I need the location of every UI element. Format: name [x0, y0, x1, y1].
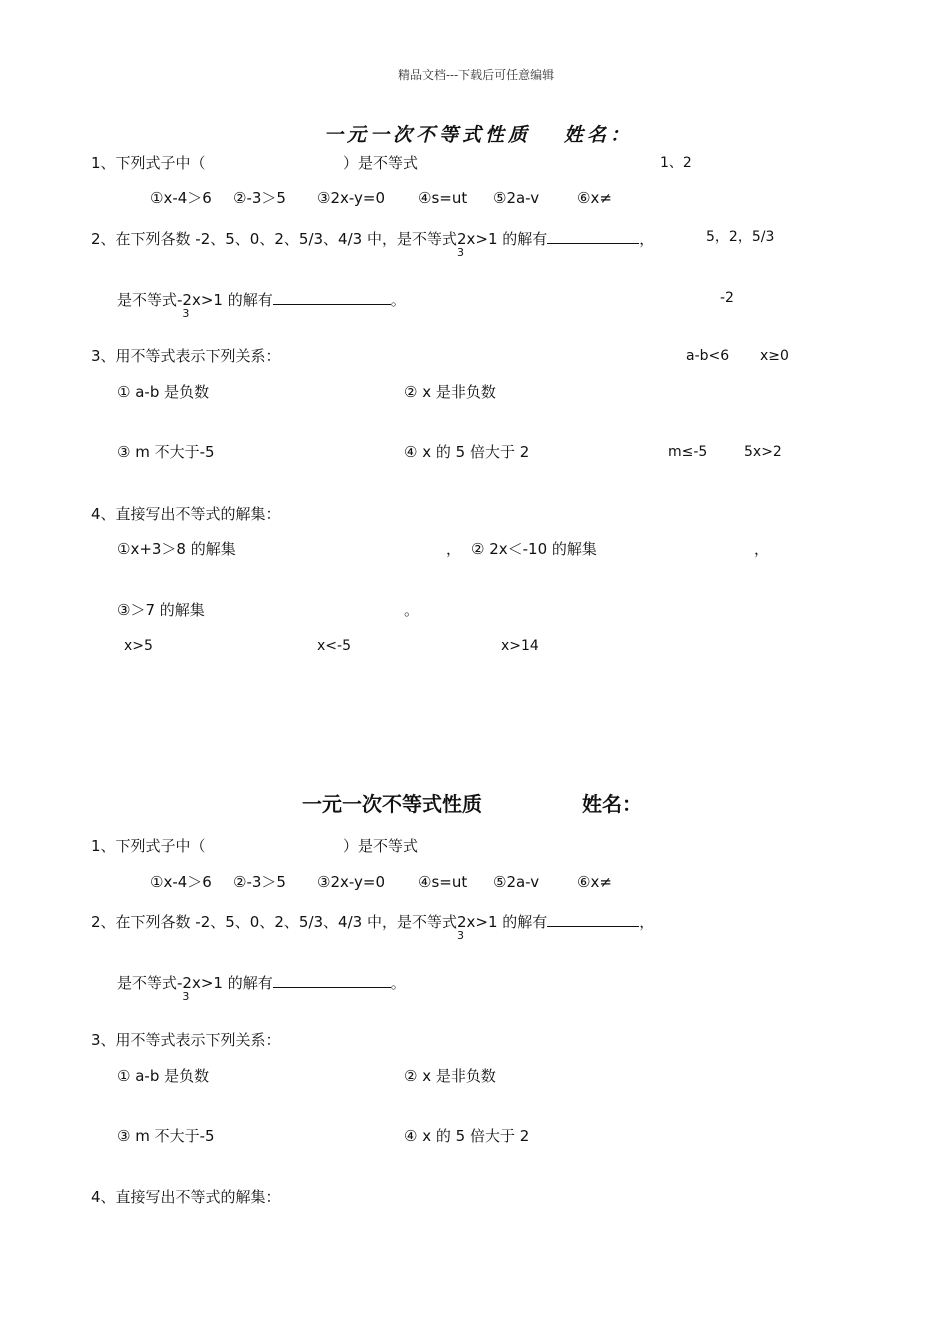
s1-q2b-tail: >1 的解有: [200, 291, 273, 309]
s1-q2-tail: >1 的解有: [475, 230, 548, 248]
s1-q4-end: 。: [404, 601, 420, 619]
s1-q4-answer-3: x>14: [501, 638, 539, 654]
s2-q1-option-3: ③2x-y=0: [317, 873, 386, 891]
s2-q2b-fraction-num: 2x: [182, 974, 201, 992]
s2-q1-option-6: ⑥x≠: [577, 873, 612, 891]
s1-q2b-answer: -2: [720, 290, 734, 306]
s2-q2-fraction: [456, 913, 476, 942]
s1-q1-text-a: 1、下列式子中（: [91, 154, 206, 172]
s1-q3-answer-c: m≤-5: [668, 444, 708, 460]
s1-q3-text: 3、用不等式表示下列关系：: [91, 347, 281, 365]
s1-q2b-text: 是不等式-: [117, 291, 183, 309]
s1-q4-item-2: ② 2x＜-10 的解集: [471, 540, 597, 558]
s1-q2b-fraction: [182, 291, 201, 320]
s1-q2b-blank[interactable]: [273, 289, 391, 305]
s1-q1-option-3: ③2x-y=0: [317, 189, 386, 207]
s1-q2b-fraction-num: 2x: [182, 291, 201, 309]
s2-q1-text-a: 1、下列式子中（: [91, 837, 206, 855]
s1-q1-option-4: ④s=ut: [418, 189, 468, 207]
s1-q4-item-3: ③＞7 的解集: [117, 601, 205, 619]
section2-title: 一元一次不等式性质: [302, 792, 482, 816]
s1-q4-answer-2: x<-5: [317, 638, 351, 654]
s2-q3-text: 3、用不等式表示下列关系：: [91, 1031, 281, 1049]
s1-q3-item-3: ③ m 不大于-5: [117, 443, 215, 461]
s2-q1-text-b: ）是不等式: [343, 837, 419, 855]
s1-q1-option-1: ①x-4＞6: [150, 189, 212, 207]
s2-q2-comma: ，: [639, 913, 655, 931]
s1-q2-text: 2、在下列各数 -2、5、0、2、5/3、4/3 中，是不等式: [91, 230, 457, 248]
s2-q2b-tail: >1 的解有: [200, 974, 273, 992]
s1-q2-answer: 5，2，5/3: [706, 229, 775, 245]
s1-q2-fraction-den: 3: [456, 246, 464, 259]
s2-q3-item-4: ④ x 的 5 倍大于 2: [404, 1127, 530, 1145]
s1-q3-answer-a: a-b<6: [686, 348, 730, 364]
s2-q4-text: 4、直接写出不等式的解集：: [91, 1188, 281, 1206]
s1-q2-comma: ，: [639, 230, 655, 248]
s2-q2b-text: 是不等式-: [117, 974, 183, 992]
s1-q4-item-1: ①x+3＞8 的解集: [117, 540, 236, 558]
section1-title: 一元一次不等式性质: [324, 124, 532, 146]
s2-q2b-fraction: [182, 974, 201, 1003]
s2-q2b-blank[interactable]: [273, 972, 391, 988]
s2-q2-text: 2、在下列各数 -2、5、0、2、5/3、4/3 中，是不等式: [91, 913, 457, 931]
section1-name-label: 姓名：: [564, 124, 634, 146]
s1-q2b-line: [117, 289, 406, 320]
s2-q3-item-2: ② x 是非负数: [404, 1067, 496, 1085]
s2-q1-option-2: ②-3＞5: [233, 873, 286, 891]
s1-q2b-end: 。: [390, 291, 406, 309]
s1-q3-item-1: ① a-b 是负数: [117, 383, 210, 401]
page-header: 精品文档---下载后可任意编辑: [398, 68, 555, 82]
s1-q3-item-2: ② x 是非负数: [404, 383, 496, 401]
s1-q3-answer-b: x≥0: [760, 348, 789, 364]
s1-q1-text-b: ）是不等式: [343, 154, 419, 172]
s2-q3-item-3: ③ m 不大于-5: [117, 1127, 215, 1145]
s1-q1-option-6: ⑥x≠: [577, 189, 612, 207]
s1-q2-blank[interactable]: [547, 228, 639, 244]
s2-q2-blank[interactable]: [547, 911, 639, 927]
s2-q1-option-1: ①x-4＞6: [150, 873, 212, 891]
s1-q2-fraction: [456, 230, 476, 259]
s1-q4-text: 4、直接写出不等式的解集：: [91, 505, 281, 523]
s1-q3-answer-d: 5x>2: [744, 444, 782, 460]
s1-q1-option-2: ②-3＞5: [233, 189, 286, 207]
s1-q4-sep-2: ，: [754, 540, 770, 558]
s1-q4-answer-1: x>5: [124, 638, 153, 654]
s2-q1-option-5: ⑤2a-v: [493, 873, 540, 891]
s1-q1-answer: 1、2: [660, 155, 692, 171]
s2-q2-fraction-den: 3: [456, 929, 464, 942]
s1-q2-line: [91, 228, 655, 259]
s1-q2-fraction-num: 2x: [456, 230, 476, 248]
s2-q2b-line: [117, 972, 406, 1003]
s2-q1-option-4: ④s=ut: [418, 873, 468, 891]
s1-q4-sep-1: ，: [446, 540, 462, 558]
section2-name-label: 姓名：: [582, 792, 642, 816]
s2-q2-line: [91, 911, 655, 942]
s2-q2b-fraction-den: 3: [182, 990, 190, 1003]
s2-q2-fraction-num: 2x: [456, 913, 476, 931]
s1-q3-item-4: ④ x 的 5 倍大于 2: [404, 443, 530, 461]
s1-q2b-fraction-den: 3: [182, 307, 190, 320]
s1-q1-option-5: ⑤2a-v: [493, 189, 540, 207]
s2-q2b-end: 。: [390, 974, 406, 992]
s2-q3-item-1: ① a-b 是负数: [117, 1067, 210, 1085]
s2-q2-tail: >1 的解有: [475, 913, 548, 931]
